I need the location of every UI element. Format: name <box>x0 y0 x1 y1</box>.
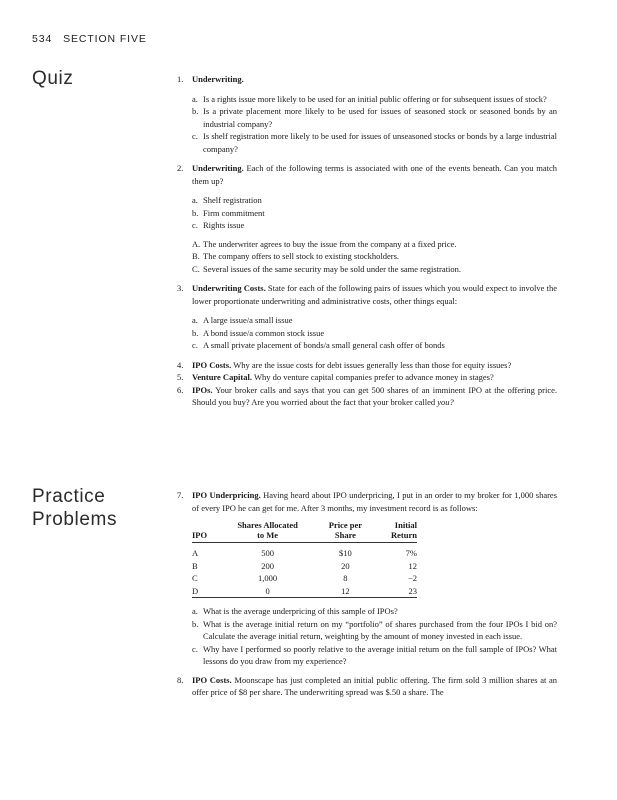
list-item <box>192 130 557 155</box>
item-text: Rights issue <box>203 220 245 230</box>
item-letter: a. <box>192 315 198 325</box>
list-item <box>192 339 557 352</box>
question-text: Why are the issue costs for debt issues generally less than those for equity issues? <box>233 359 512 370</box>
cell-ipo: D <box>192 585 219 598</box>
question-title: IPO Costs. <box>192 359 232 370</box>
item-text: The underwriter agrees to buy the issue from the company at a fixed price. <box>203 238 457 249</box>
question-text: Your broker calls and says that you can get 500 shares of an imminent IPO at the offering price. Should you buy? Are you worried about the fact that your broker called <box>192 384 557 407</box>
question-number: 1. <box>177 74 184 84</box>
practice-heading-line2: Problems <box>32 509 118 530</box>
question-number: 6. <box>177 384 184 395</box>
list-item <box>192 314 557 327</box>
question-3-items <box>192 314 557 352</box>
question-number: 2. <box>177 163 184 173</box>
question-title: IPO Costs. <box>192 674 232 685</box>
table-row <box>192 547 417 560</box>
cell-price: 12 <box>317 585 375 598</box>
question-1-items <box>192 93 557 156</box>
practice-problems <box>177 489 557 699</box>
question-5 <box>177 371 557 384</box>
question-number: 5. <box>177 372 184 382</box>
item-letter: C. <box>192 263 200 274</box>
question-number: 7. <box>177 490 184 500</box>
column-header-return: Initial Return <box>374 520 417 543</box>
item-letter: a. <box>192 93 198 104</box>
list-item <box>192 93 557 106</box>
item-text: Shelf registration <box>203 195 262 205</box>
cell-ipo: B <box>192 560 198 571</box>
list-item <box>192 238 557 251</box>
running-head <box>32 33 147 45</box>
item-letter: a. <box>192 195 198 205</box>
question-title: Underwriting Costs. <box>192 283 266 293</box>
question-title: IPOs. <box>192 384 213 395</box>
column-header-price: Price per Share <box>317 520 375 543</box>
item-letter: c. <box>192 340 198 350</box>
table-row <box>192 585 417 598</box>
item-letter: c. <box>192 643 198 654</box>
cell-shares: 1,000 <box>258 573 278 583</box>
cell-return: −2 <box>407 573 417 583</box>
cell-ipo: A <box>192 548 199 558</box>
item-text: A bond issue/a common stock issue <box>203 327 325 338</box>
question-text: Each of the following terms is associated with one of the events beneath. Can you match them up? <box>192 163 557 186</box>
list-item <box>192 605 557 618</box>
question-2 <box>177 162 557 275</box>
question-6 <box>177 384 557 409</box>
list-item <box>192 105 557 130</box>
question-title: Underwriting. <box>192 74 244 84</box>
list-item <box>192 207 557 220</box>
item-letter: A. <box>192 238 201 249</box>
cell-return: 7% <box>405 548 417 558</box>
quiz-questions <box>177 73 557 409</box>
column-header-shares: Shares Allocated to Me <box>219 520 317 543</box>
item-letter: c. <box>192 131 198 141</box>
practice-heading-line1: Practice <box>32 486 106 507</box>
item-text: Why have I performed so poorly relative to the average initial return on the full sample of IPOs? What lessons do you draw from my experience? <box>203 643 557 666</box>
item-text: A small private placement of bonds/a small general cash offer of bonds <box>203 340 445 350</box>
question-3 <box>177 282 557 352</box>
question-number: 4. <box>177 359 184 370</box>
item-letter: b. <box>192 106 199 116</box>
list-item <box>192 250 557 263</box>
item-letter: c. <box>192 220 198 230</box>
question-4 <box>177 359 557 372</box>
question-title: Underwriting. <box>192 163 244 173</box>
item-text: Is shelf registration more likely to be used for issues of unseasoned stocks or bonds by a large industrial company? <box>203 131 557 154</box>
item-letter: B. <box>192 251 200 261</box>
question-text: State for each of the following pairs of issues which you would expect to involve the lower proportionate underwriting and administrative costs, other things equal: <box>192 283 558 306</box>
item-text: A large issue/a small issue <box>203 315 293 325</box>
item-letter: b. <box>192 207 199 218</box>
table-row <box>192 560 417 573</box>
item-text: The company offers to sell stock to existing stockholders. <box>203 251 400 261</box>
item-text: Several issues of the same security may be sold under the same registration. <box>203 263 461 274</box>
question-text: Moonscape has just completed an initial public offering. The firm sold 3 million shares at an offer price of $8 per share. The underwriting spread was $.50 a share. The <box>192 674 558 697</box>
item-letter: b. <box>192 618 199 629</box>
cell-price: $10 <box>339 548 352 558</box>
cell-price: 20 <box>341 560 350 571</box>
item-text: What is the average initial return on my “portfolio” of shares purchased from the four IPOs I bid on? Calculate the average initial return, weighting by the amount of money invested in each issue. <box>203 618 557 641</box>
practice-problems-heading <box>32 485 117 531</box>
cell-shares: 500 <box>261 548 274 558</box>
list-item <box>192 327 557 340</box>
question-2-terms <box>192 194 557 232</box>
question-title: Venture Capital. <box>192 372 252 382</box>
question-title: IPO Underpricing. <box>192 490 261 500</box>
cell-return: 12 <box>408 560 417 571</box>
cell-return: 23 <box>374 585 417 598</box>
item-text: Is a rights issue more likely to be used for an initial public offering or for subsequent issues of stock? <box>203 93 547 104</box>
cell-ipo: C <box>192 573 198 583</box>
item-text: Firm commitment <box>203 207 265 218</box>
question-text: Having heard about IPO underpricing, I put in an order to my broker for 1,000 shares of every IPO he can get for me. After 3 months, my investment record is as follows: <box>192 490 558 513</box>
ipo-record-table <box>192 520 417 598</box>
section-title: SECTION FIVE <box>63 33 147 45</box>
list-item <box>192 263 557 276</box>
column-header-ipo: IPO <box>192 520 219 543</box>
cell-price: 8 <box>343 573 348 583</box>
list-item <box>192 194 557 207</box>
question-7-items <box>192 605 557 668</box>
quiz-heading: Quiz <box>32 68 74 89</box>
question-1 <box>177 73 557 155</box>
list-item <box>192 643 557 668</box>
item-letter: a. <box>192 606 198 616</box>
question-number: 8. <box>177 674 184 685</box>
table-header-row <box>192 520 417 543</box>
list-item <box>192 618 557 643</box>
question-emphasis: you? <box>437 397 454 407</box>
item-text: What is the average underpricing of this sample of IPOs? <box>203 606 398 616</box>
question-7 <box>177 489 557 668</box>
list-item <box>192 219 557 232</box>
cell-shares: 0 <box>219 585 317 598</box>
question-8 <box>177 674 557 699</box>
table-row <box>192 572 417 585</box>
question-2-events <box>192 238 557 276</box>
question-text: Why do venture capital companies prefer to advance money in stages? <box>253 372 494 382</box>
page-number: 534 <box>32 33 53 45</box>
cell-shares: 200 <box>261 560 274 571</box>
item-text: Is a private placement more likely to be used for issues of seasoned stock or seasoned bonds by an industrial company? <box>203 106 557 129</box>
item-letter: b. <box>192 327 199 338</box>
question-number: 3. <box>177 283 184 293</box>
